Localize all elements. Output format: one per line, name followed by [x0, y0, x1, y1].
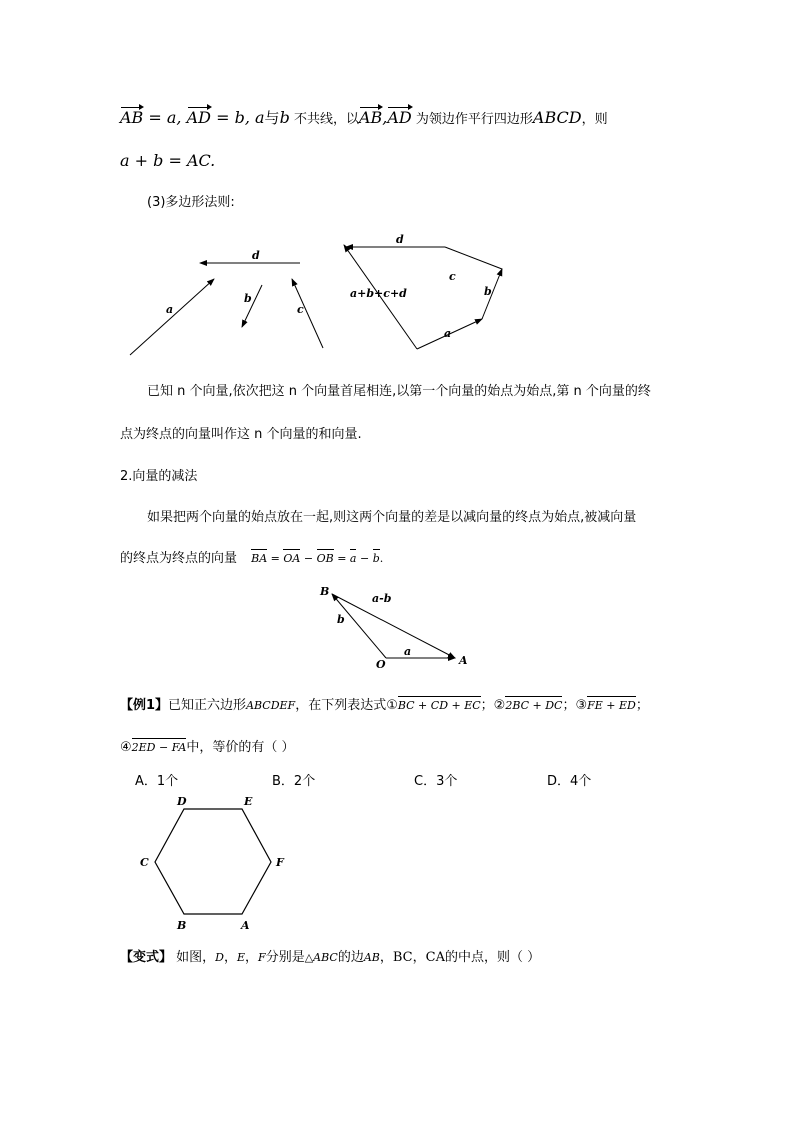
comma-3: ， — [379, 950, 393, 965]
expr-1: BC + CD + EC — [397, 699, 481, 712]
circle-4: ④ — [120, 740, 132, 755]
label-d2: d — [396, 233, 404, 246]
variant-text1: 如图， — [172, 950, 216, 965]
hex-label-A: A — [241, 919, 250, 932]
example1-text2: ，在下列表达式① — [295, 698, 398, 713]
hex-label-D: D — [177, 795, 187, 808]
sep-1: ；② — [480, 698, 506, 713]
side-ab: AB — [363, 951, 380, 964]
para-sum-line2: 点为终点的向量叫作这 n 个向量的和向量. — [120, 427, 362, 442]
label-O: O — [376, 658, 386, 671]
variant-text2: 分别是 — [265, 950, 305, 965]
variant-line — [120, 946, 540, 965]
option-b[interactable]: B．2个 — [272, 774, 316, 789]
variant-text4: 的中点，则（ ） — [444, 950, 541, 965]
expr-3: FE + ED — [587, 699, 636, 712]
point-d: D — [215, 951, 224, 964]
label-d: d — [252, 249, 260, 262]
period: . — [210, 151, 216, 170]
vector-a-line — [130, 279, 214, 355]
sum-expression: a + b = AC — [120, 151, 211, 170]
label-c2: c — [449, 270, 456, 283]
label-b: b — [244, 292, 252, 305]
text-parallelogram: 为领边作平行四边形 — [411, 112, 533, 127]
sep-2: ；③ — [562, 698, 588, 713]
eq-sign: = — [267, 552, 284, 565]
vector-ab: AB — [120, 108, 144, 127]
vector-ad: AD — [186, 108, 211, 127]
var-b: b — [279, 108, 290, 127]
triangle-abc: △ABC — [304, 951, 338, 964]
vector-ba: BA — [251, 552, 268, 565]
hex-label-E: E — [244, 795, 253, 808]
point-f: F — [258, 951, 266, 964]
option-c[interactable]: C．3个 — [414, 774, 458, 789]
hexagon-figure — [135, 792, 295, 934]
side-ca: CA — [425, 950, 445, 965]
hex-label-C: C — [140, 856, 149, 869]
example1-text1: 已知正六边形 — [168, 698, 247, 713]
label-b-sub: b — [337, 613, 345, 626]
polygon-rule-figure — [110, 225, 530, 365]
label-a-minus-b: a-b — [372, 592, 392, 605]
vector-oa: OA — [283, 552, 301, 565]
point-e: E — [237, 951, 246, 964]
parallelogram-abcd: ABCD — [532, 108, 582, 127]
hex-label-B: B — [177, 919, 187, 932]
para-sub-line2 — [120, 547, 383, 566]
label-a-sub: a — [404, 645, 412, 658]
vector-ob: OB — [316, 552, 334, 565]
vector-a: a — [349, 552, 357, 565]
text-not-collinear: 不共线，以 — [289, 112, 359, 127]
label-A: A — [459, 654, 468, 667]
para-vector-sum-definition — [120, 107, 608, 128]
vector-ab-2: AB — [358, 108, 383, 127]
label-a: a — [166, 303, 174, 316]
comma-1: ， — [223, 950, 237, 965]
rule-polygon-heading: (3)多边形法则: — [147, 195, 235, 210]
vector-ad-2: AD — [387, 108, 412, 127]
comma-4: ， — [412, 950, 426, 965]
vector-b: b — [372, 552, 380, 565]
label-a2: a — [444, 327, 452, 340]
para-sub-text: 的终点为终点的向量 — [120, 551, 238, 566]
example1-tag: 【例1】 — [120, 698, 169, 713]
hex-label-F: F — [276, 856, 284, 869]
para-sub-line1: 如果把两个向量的始点放在一起,则这两个向量的差是以减向量的终点为始点,被减向量 — [147, 510, 637, 525]
vector-ba-line — [332, 594, 455, 658]
label-b2: b — [484, 285, 492, 298]
eq-sign-2: = — [333, 552, 350, 565]
hexagon-shape — [155, 809, 271, 914]
minus-sign: − — [300, 552, 317, 565]
chain-c-line — [445, 247, 502, 269]
sep-3: ； — [635, 698, 649, 713]
minus-sign-2: − — [356, 552, 373, 565]
text-then: ，则 — [581, 112, 608, 127]
label-c: c — [297, 303, 304, 316]
para-a-plus-b — [120, 151, 215, 170]
example1-line2 — [120, 736, 294, 755]
label-sum: a+b+c+d — [350, 287, 407, 300]
hexagon-name: ABCDEF — [246, 699, 296, 712]
option-a[interactable]: A．1个 — [135, 774, 179, 789]
subtraction-figure — [310, 580, 480, 675]
eq-b: = b, — [211, 108, 255, 127]
comma-2: ， — [245, 950, 259, 965]
side-bc: BC — [392, 950, 413, 965]
variant-text3: 的边 — [337, 950, 364, 965]
variant-tag: 【变式】 — [120, 950, 173, 965]
eq-a: = a, — [143, 108, 187, 127]
period-2: . — [379, 552, 384, 565]
var-a: a — [255, 108, 265, 127]
example1-question: 中，等价的有（ ） — [186, 740, 295, 755]
expr-4: 2ED − FA — [131, 741, 187, 754]
option-d[interactable]: D．4个 — [547, 774, 592, 789]
comma: , — [382, 108, 388, 127]
label-B: B — [320, 585, 330, 598]
text-yu: 与 — [264, 109, 280, 127]
heading-vector-subtraction: 2.向量的减法 — [120, 469, 198, 484]
para-sum-line1: 已知 n 个向量,依次把这 n 个向量首尾相连,以第一个向量的始点为始点,第 n 个向量的终 — [147, 384, 651, 399]
expr-2: 2BC + DC — [505, 699, 563, 712]
example1-line1 — [120, 694, 649, 713]
